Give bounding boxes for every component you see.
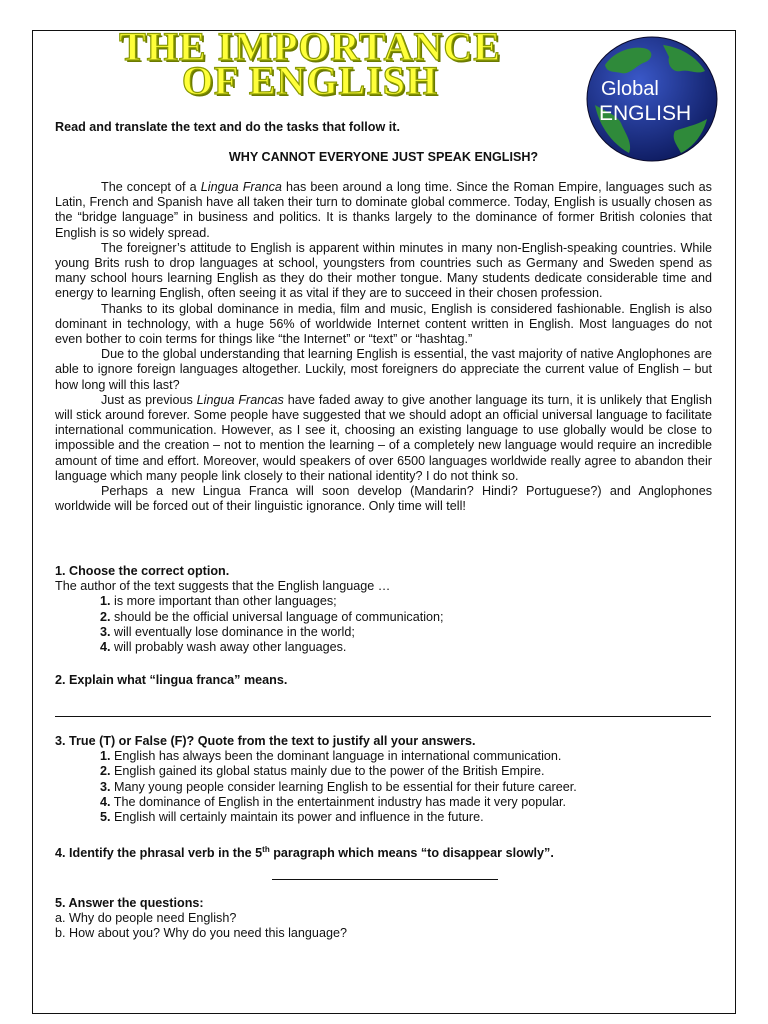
- question-1: [55, 564, 712, 655]
- title-line-2: OF ENGLISH: [181, 58, 439, 103]
- paragraph-6: Perhaps a new Lingua Franca will soon develop (Mandarin? Hindi? Portuguese?) and Anglophones worldwide will be forced out of their linguistic ignorance. Only time will tell!: [55, 484, 712, 514]
- question-4-title: 4. Identify the phrasal verb in the 5th paragraph which means “to disappear slowly”.: [55, 845, 554, 861]
- question-3: [55, 734, 712, 825]
- answer-line: [272, 879, 498, 880]
- logo-text-global: Global: [601, 78, 659, 100]
- question-5-title: 5. Answer the questions:: [55, 896, 204, 910]
- question-2-title: 2. Explain what “lingua franca” means.: [55, 673, 288, 687]
- text-heading: WHY CANNOT EVERYONE JUST SPEAK ENGLISH?: [228, 150, 539, 164]
- paragraph-2: The foreigner’s attitude to English is apparent within minutes in many non-English-speaking countries. While young Brits rush to drop languages at school, youngsters from countries such as Germany and Sweden spend as many school hours learning English as they do their mother tongue. Many students dedicate considerable time and energy to learning English, often seeing it as vital if they are to succeed in their chosen profession.: [55, 240, 712, 301]
- answer-line: [55, 716, 711, 717]
- global-english-logo: [585, 35, 719, 163]
- page-border: [32, 24, 736, 1014]
- page-title: [60, 24, 560, 103]
- reading-text: [55, 180, 712, 514]
- option-item: 2. should be the official universal language of communication;: [100, 609, 444, 624]
- question-5-b: b. How about you? Why do you need this language?: [55, 926, 347, 941]
- instruction: Read and translate the text and do the tasks that follow it.: [55, 120, 400, 134]
- paragraph-3: Thanks to its global dominance in media, film and music, English is considered fashionable. English is also dominant in technology, with a huge 56% of worldwide Internet content written in English. Most languages do not even bother to coin terms for things like “the Internet” or “text” or “hashtag.”: [55, 301, 712, 347]
- question-3-title: 3. True (T) or False (F)? Quote from the text to justify all your answers.: [55, 734, 476, 748]
- option-item: 1. is more important than other languages;: [100, 594, 337, 609]
- statement-item: 1. English has always been the dominant language in international communication.: [100, 749, 562, 764]
- title-line-1: THE IMPORTANCE: [119, 24, 501, 69]
- statement-item: 5. English will certainly maintain its power and influence in the future.: [100, 810, 484, 825]
- statement-item: 2. English gained its global status mainly due to the power of the British Empire.: [100, 764, 545, 779]
- statement-item: 3. Many young people consider learning English to be essential for their future career.: [100, 779, 577, 794]
- paragraph-5: Just as previous Lingua Francas have faded away to give another language its turn, it is unlikely that English will stick around forever. Some people have suggested that we should adopt an official universal language to facilitate international communication. However, as I see it, choosing an existing language to use globally would be close to impossible and the creation – not to mention the learning – of a completely new language would require an incredible amount of time and effort. Moreover, would speakers of over 6500 languages worldwide really agree to abandon their language which many people link closely to their national identity? I do not think so.: [55, 392, 713, 483]
- option-item: 4. will probably wash away other languages.: [100, 640, 347, 655]
- question-5-a: a. Why do people need English?: [55, 911, 237, 926]
- statement-item: 4. The dominance of English in the entertainment industry has made it very popular.: [100, 794, 567, 809]
- question-1-stem: The author of the text suggests that the English language …: [55, 579, 391, 594]
- option-item: 3. will eventually lose dominance in the world;: [100, 624, 355, 639]
- question-5: [55, 896, 712, 942]
- paragraph-1: The concept of a Lingua Franca has been around a long time. Since the Roman Empire, languages such as Latin, French and Spanish have all taken their turn to dominate global commerce. Today, English is usually chosen as the “bridge language” in business and politics. It is thanks largely to the dominance of former British colonies that English is so widely spread.: [55, 180, 712, 240]
- question-1-title: 1. Choose the correct option.: [55, 564, 230, 578]
- paragraph-4: Due to the global understanding that learning English is essential, the vast majority of native Anglophones are able to ignore foreign languages altogether. Luckily, most foreigners do appreciate the current value of English – but how long will this last?: [55, 347, 712, 392]
- logo-text-english: ENGLISH: [599, 102, 692, 125]
